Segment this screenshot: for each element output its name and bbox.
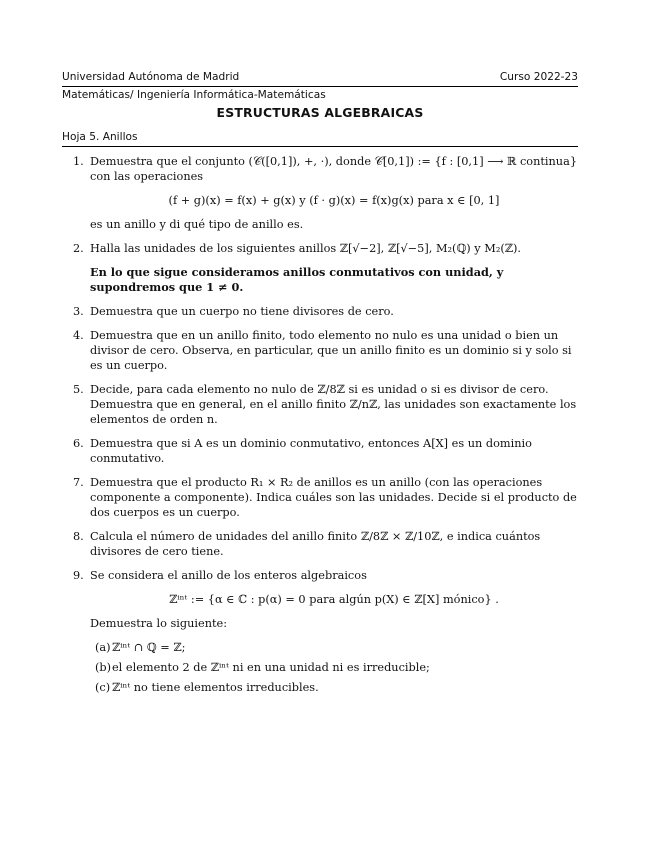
- exercise-item: [62, 241, 578, 256]
- item-number: 2.: [73, 242, 84, 255]
- item-number: 3.: [73, 305, 84, 318]
- sheet-title: Hoja 5. Anillos: [62, 131, 138, 143]
- exercise-item: [62, 328, 578, 373]
- item-text: Demuestra que el conjunto (𝒞([0,1]), +, ·), donde 𝒞[0,1]) := {f : [0,1] ⟶ ℝ continua} con las operaciones: [90, 155, 578, 183]
- item9-formula: ℤⁱⁿᵗ := {α ∈ ℂ : p(α) = 0 para algún p(X) ∈ ℤ[X] mónico} .: [169, 593, 499, 606]
- course-year: Curso 2022-23: [499, 71, 578, 83]
- item-number: 4.: [73, 329, 84, 342]
- item-text: Demuestra que si A es un dominio conmutativo, entonces A[X] es un dominio conmutativo.: [90, 437, 532, 465]
- item-number: 1.: [73, 155, 84, 168]
- exercise-item: [62, 436, 578, 466]
- item1-after: es un anillo y di qué tipo de anillo es.: [90, 218, 304, 231]
- subitem-label: (a): [95, 641, 111, 654]
- header-row: [62, 70, 578, 84]
- exercise-item: [62, 475, 578, 520]
- subitem: [62, 640, 578, 655]
- item1-formula: (f + g)(x) = f(x) + g(x) y (f · g)(x) = f(x)g(x) para x ∈ [0, 1]: [168, 194, 500, 207]
- item-text: Calcula el número de unidades del anillo finito ℤ/8ℤ × ℤ/10ℤ, e indica cuántos divisores de cero tiene.: [90, 530, 541, 558]
- item-number: 8.: [73, 530, 84, 543]
- exercise-item: [62, 382, 578, 427]
- subitem: [62, 660, 578, 675]
- sheet-rule: [62, 146, 578, 147]
- subitem-text: el elemento 2 de ℤⁱⁿᵗ ni en una unidad ni es irreducible;: [112, 661, 430, 674]
- subitem-text: ℤⁱⁿᵗ no tiene elementos irreducibles.: [112, 681, 319, 694]
- document-title: ESTRUCTURAS ALGEBRAICAS: [216, 105, 424, 120]
- subitem: [62, 680, 578, 695]
- item-number: 6.: [73, 437, 84, 450]
- subitem-label: (c): [95, 681, 111, 694]
- exercise-list: [62, 154, 578, 695]
- subitem-text: ℤⁱⁿᵗ ∩ ℚ = ℤ;: [112, 641, 186, 654]
- item-text: Se considera el anillo de los enteros algebraicos: [90, 569, 367, 582]
- item9-after: Demuestra lo siguiente:: [90, 617, 228, 630]
- page: [62, 70, 578, 700]
- item-text: Decide, para cada elemento no nulo de ℤ/8ℤ si es unidad o si es divisor de cero. Demuestra que en general, en el anillo finito ℤ/nℤ, las unidades son exactamente los elementos de orden n.: [90, 383, 577, 426]
- item-text: Halla las unidades de los siguientes anillos ℤ[√−2], ℤ[√−5], M₂(ℚ) y M₂(ℤ).: [90, 242, 522, 255]
- item-number: 7.: [73, 476, 84, 489]
- item-number: 9.: [73, 569, 84, 582]
- item-number: 5.: [73, 383, 84, 396]
- exercise-item: [62, 154, 578, 232]
- assumption-note: En lo que sigue consideramos anillos conmutativos con unidad, y supondremos que 1 ≠ 0.: [90, 265, 504, 294]
- item-text: Demuestra que un cuerpo no tiene divisores de cero.: [90, 305, 394, 318]
- university-name: Universidad Autónoma de Madrid: [62, 71, 240, 83]
- exercise-item: [62, 304, 578, 319]
- degree-line: Matemáticas/ Ingeniería Informática-Matemáticas: [62, 89, 326, 101]
- exercise-item: [62, 568, 578, 631]
- header-rule: [62, 86, 578, 87]
- subitem-label: (b): [95, 661, 112, 674]
- item-text: Demuestra que el producto R₁ × R₂ de anillos es un anillo (con las operaciones componente a componente). Indica cuáles son las unidades. Decide si el producto de dos cuerpos es un cuerpo.: [90, 476, 577, 519]
- item-text: Demuestra que en un anillo finito, todo elemento no nulo es una unidad o bien un divisor de cero. Observa, en particular, que un anillo finito es un dominio si y solo si es un cuerpo.: [90, 329, 572, 372]
- exercise-item: [62, 529, 578, 559]
